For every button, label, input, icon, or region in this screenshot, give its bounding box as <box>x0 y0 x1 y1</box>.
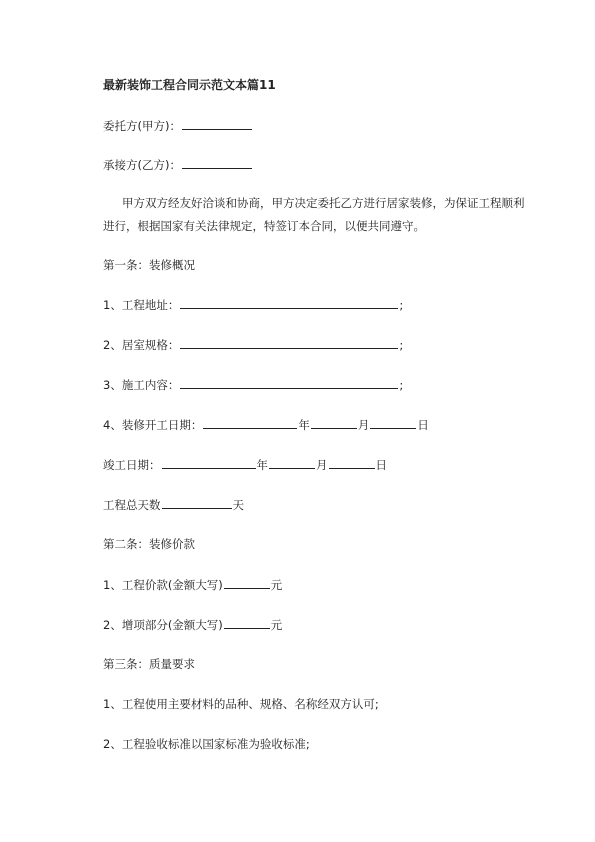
item-1-3 <box>103 377 403 392</box>
start-date-label: 4、装修开工日期： <box>103 418 203 432</box>
extra-items-label: 2、增项部分(金额大写) <box>103 618 223 632</box>
completion-day-blank[interactable] <box>329 457 375 469</box>
item-1-4 <box>103 417 429 432</box>
year-label: 年 <box>298 418 310 432</box>
start-month-blank[interactable] <box>311 417 357 429</box>
yuan-label: 元 <box>270 578 283 592</box>
semicolon: ; <box>399 298 404 312</box>
completion-date <box>103 457 387 472</box>
yuan-label: 元 <box>270 618 283 632</box>
total-days-unit: 天 <box>232 498 244 512</box>
client-field <box>103 118 253 133</box>
day-label: 日 <box>375 458 387 472</box>
total-days <box>103 497 244 512</box>
item-1-1 <box>103 297 403 312</box>
month-label: 月 <box>316 458 328 472</box>
client-blank[interactable] <box>182 118 252 130</box>
section3-heading: 第三条：质量要求 <box>103 657 195 671</box>
extra-items-blank[interactable] <box>224 617 270 629</box>
completion-year-blank[interactable] <box>162 457 256 469</box>
contractor-blank[interactable] <box>182 157 252 169</box>
section1-heading: 第一条：装修概况 <box>103 258 195 272</box>
room-spec-blank[interactable] <box>180 337 398 349</box>
intro-line-1: 甲方双方经友好洽谈和协商，甲方决定委托乙方进行居家装修，为保证工程顺利 <box>122 196 525 210</box>
item-3-2: 2、工程验收标准以国家标准为验收标准; <box>103 737 310 751</box>
section2-heading: 第二条：装修价款 <box>103 537 195 551</box>
item-3-1: 1、工程使用主要材料的品种、规格、名称经双方认可; <box>103 697 379 711</box>
item-2-2 <box>103 617 282 632</box>
year-label: 年 <box>256 458 268 472</box>
construction-content-blank[interactable] <box>180 377 398 389</box>
contractor-field <box>103 157 253 172</box>
start-day-blank[interactable] <box>370 417 416 429</box>
item-2-1 <box>103 577 282 592</box>
day-label: 日 <box>417 418 429 432</box>
address-label: 1、工程地址： <box>103 298 180 312</box>
price-label: 1、工程价款(金额大写) <box>103 578 223 592</box>
document-title: 最新装饰工程合同示范文本篇11 <box>103 78 276 92</box>
semicolon: ; <box>399 338 404 352</box>
intro-line-2: 进行，根据国家有关法律规定，特签订本合同，以便共同遵守。 <box>103 219 425 233</box>
item-1-2 <box>103 337 403 352</box>
client-label: 委托方(甲方)： <box>103 119 181 133</box>
price-blank[interactable] <box>224 577 270 589</box>
contractor-label: 承接方(乙方)： <box>103 158 181 172</box>
completion-label: 竣工日期： <box>103 458 161 472</box>
month-label: 月 <box>357 418 370 432</box>
completion-month-blank[interactable] <box>269 457 315 469</box>
semicolon: ; <box>399 378 404 392</box>
construction-content-label: 3、施工内容： <box>103 378 180 392</box>
start-year-blank[interactable] <box>203 417 297 429</box>
total-days-blank[interactable] <box>162 497 232 509</box>
total-days-label: 工程总天数 <box>103 498 161 512</box>
room-spec-label: 2、居室规格： <box>103 338 180 352</box>
address-blank[interactable] <box>180 297 398 309</box>
